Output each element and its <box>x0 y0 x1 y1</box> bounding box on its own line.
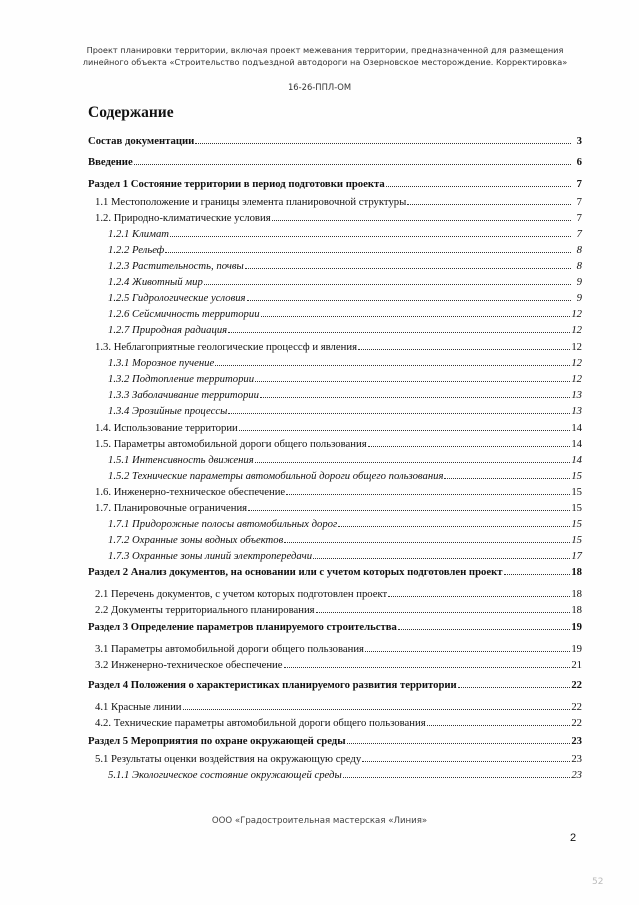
toc-subsection <box>95 421 582 437</box>
header-line-1: Проект планировки территории, включая проект межевания территории, предназначенной для размещения <box>86 45 564 55</box>
toc-entry-label: 1.3.1 Морозное пучение <box>108 357 215 369</box>
toc-section <box>88 134 582 150</box>
dot-leader <box>458 678 571 688</box>
toc-entry-page: 12 <box>571 308 582 320</box>
dot-leader <box>368 437 571 447</box>
toc-subsection <box>95 716 582 732</box>
toc-entry-label: 1.7.3 Охранные зоны линий электропередачи <box>108 550 313 562</box>
toc-entry-label: Раздел 1 Состояние территории в период подготовки проекта <box>88 178 385 190</box>
toc-entry-page: 18 <box>571 604 582 616</box>
toc-entry-label: 1.2.1 Климат <box>108 228 170 240</box>
toc-entry-page: 18 <box>571 566 582 578</box>
toc-subsubsection <box>108 372 582 388</box>
toc-subsubsection <box>108 453 582 469</box>
toc-section <box>88 155 582 171</box>
toc-subsubsection <box>108 768 582 784</box>
footer-organization: ООО «Градостроительная мастерская «Линия» <box>211 816 428 826</box>
toc-entry-page: 12 <box>571 373 582 385</box>
toc-subsubsection <box>108 517 582 533</box>
toc-subsection <box>95 485 582 501</box>
dot-leader <box>338 517 570 527</box>
dot-leader <box>407 195 571 205</box>
toc-entry-page: 23 <box>571 735 582 747</box>
toc-entry-page: 17 <box>571 550 582 562</box>
toc-entry-page: 21 <box>571 659 582 671</box>
dot-leader <box>215 356 570 366</box>
toc-entry-page: 7 <box>576 212 582 224</box>
toc-entry-label: 4.1 Красные линии <box>95 701 182 713</box>
dot-leader <box>343 768 571 778</box>
toc-entry-label: Состав документации <box>88 135 195 147</box>
dot-leader <box>245 259 571 269</box>
dot-leader <box>165 243 571 253</box>
toc-entry-label: 1.3.2 Подтопление территории <box>108 373 255 385</box>
toc-entry-label: 1.6. Инженерно-техническое обеспечение <box>95 486 286 498</box>
toc-subsection <box>95 752 582 768</box>
toc-subsubsection <box>108 469 582 485</box>
page-number: 2 <box>570 832 577 844</box>
dot-leader <box>260 388 570 398</box>
toc-entry-label: 3.1 Параметры автомобильной дороги общего пользования <box>95 643 364 655</box>
toc-entry-label: Раздел 3 Определение параметров планируемого строительства <box>88 621 397 633</box>
toc-entry-page: 12 <box>571 341 582 353</box>
toc-section <box>88 620 582 636</box>
toc-entry-page: 15 <box>571 502 582 514</box>
toc-entry-page: 15 <box>571 486 582 498</box>
dot-leader <box>255 372 570 382</box>
toc-entry-page: 22 <box>571 679 582 691</box>
toc-entry-page: 14 <box>571 422 582 434</box>
toc-entry-label: 1.2.5 Гидрологические условия <box>108 292 246 304</box>
toc-subsection <box>95 642 582 658</box>
toc-entry-label: Раздел 4 Положения о характеристиках планируемого развития территории <box>88 679 457 691</box>
dot-leader <box>358 340 570 350</box>
dot-leader <box>504 565 571 575</box>
toc-entry-page: 14 <box>571 454 582 466</box>
toc-subsubsection <box>108 275 582 291</box>
toc-entry-label: 1.2.2 Рельеф <box>108 244 165 256</box>
toc-subsection <box>95 195 582 211</box>
header-line-2: линейного объекта «Строительство подъездной автодороги на Озерновское месторождение. Корректировка» <box>82 57 568 67</box>
toc-entry-page: 18 <box>571 588 582 600</box>
toc-entry-page: 7 <box>576 178 582 190</box>
toc-entry-page: 7 <box>576 196 582 208</box>
dot-leader <box>398 620 570 630</box>
toc-entry-label: 5.1 Результаты оценки воздействия на окружающую среду <box>95 753 362 765</box>
toc-entry-page: 13 <box>571 405 582 417</box>
toc-entry-label: 1.7.1 Придорожные полосы автомобильных дорог <box>108 518 338 530</box>
toc-entry-label: 1.2.4 Животный мир <box>108 276 203 288</box>
dot-leader <box>204 275 571 285</box>
toc-entry-page: 19 <box>571 643 582 655</box>
toc-entry-label: 4.2. Технические параметры автомобильной дороги общего пользования <box>95 717 426 729</box>
dot-leader <box>284 533 570 543</box>
toc-entry-label: 2.2 Документы территориального планирования <box>95 604 315 616</box>
toc-subsubsection <box>108 259 582 275</box>
toc-entry-page: 12 <box>571 324 582 336</box>
toc-title: Содержание <box>88 104 174 121</box>
toc-entry-page: 14 <box>571 438 582 450</box>
toc-section <box>88 565 582 581</box>
toc-entry-label: 1.7. Планировочные ограничения <box>95 502 248 514</box>
dot-leader <box>239 421 571 431</box>
toc-subsubsection <box>108 388 582 404</box>
toc-entry-label: 1.4. Использование территории <box>95 422 238 434</box>
dot-leader <box>248 501 570 511</box>
toc-entry-label: 5.1.1 Экологическое состояние окружающей среды <box>108 769 342 781</box>
toc-entry-label: Раздел 2 Анализ документов, на основании или с учетом которых подготовлен проект <box>88 566 503 578</box>
toc-subsubsection <box>108 323 582 339</box>
toc-subsection <box>95 587 582 603</box>
dot-leader <box>388 587 570 597</box>
dot-leader <box>228 323 570 333</box>
toc-entry-page: 8 <box>576 244 582 256</box>
toc-entry-page: 15 <box>571 518 582 530</box>
toc-entry-page: 9 <box>576 276 582 288</box>
toc-entry-label: 1.3. Неблагоприятные геологические процессф и явления <box>95 341 357 353</box>
toc-subsection <box>95 340 582 356</box>
toc-subsubsection <box>108 356 582 372</box>
dot-leader <box>347 734 571 744</box>
dot-leader <box>228 404 570 414</box>
toc-entry-label: 1.7.2 Охранные зоны водных объектов <box>108 534 284 546</box>
toc-entry-label: 1.2.6 Сейсмичность территории <box>108 308 260 320</box>
toc-subsection <box>95 700 582 716</box>
toc-subsubsection <box>108 307 582 323</box>
dot-leader <box>444 469 570 479</box>
toc-entry-label: 1.5.1 Интенсивность движения <box>108 454 254 466</box>
toc-subsubsection <box>108 291 582 307</box>
toc-subsubsection <box>108 404 582 420</box>
toc-entry-page: 23 <box>571 753 582 765</box>
toc-subsection <box>95 658 582 674</box>
toc-subsection <box>95 211 582 227</box>
dot-leader <box>284 658 571 668</box>
dot-leader <box>261 307 571 317</box>
dot-leader <box>286 485 570 495</box>
toc-entry-page: 22 <box>571 701 582 713</box>
toc-entry-page: 3 <box>576 135 582 147</box>
toc-entry-label: 1.2.3 Растительность, почвы <box>108 260 244 272</box>
toc-subsection <box>95 603 582 619</box>
toc-entry-page: 9 <box>576 292 582 304</box>
toc-entry-page: 15 <box>571 534 582 546</box>
toc-subsubsection <box>108 227 582 243</box>
toc-entry-page: 15 <box>571 470 582 482</box>
toc-entry-page: 12 <box>571 357 582 369</box>
toc-subsubsection <box>108 243 582 259</box>
toc-entry-page: 6 <box>576 156 582 168</box>
dot-leader <box>255 453 571 463</box>
dot-leader <box>313 549 570 559</box>
toc-entry-page: 22 <box>571 717 582 729</box>
corner-watermark: 52 <box>592 877 604 887</box>
dot-leader <box>183 700 571 710</box>
dot-leader <box>362 752 570 762</box>
toc-subsubsection <box>108 549 582 565</box>
dot-leader <box>134 155 571 165</box>
toc-entry-page: 8 <box>576 260 582 272</box>
toc-entry-page: 7 <box>576 228 582 240</box>
toc-entry-label: 1.3.3 Заболачивание территории <box>108 389 259 401</box>
toc-section <box>88 177 582 193</box>
toc-entry-label: 1.5. Параметры автомобильной дороги общего пользования <box>95 438 367 450</box>
toc-subsection <box>95 437 582 453</box>
toc-subsubsection <box>108 533 582 549</box>
document-code: 16-26-ППЛ-ОМ <box>287 82 352 92</box>
dot-leader <box>316 603 571 613</box>
toc-entry-label: 2.1 Перечень документов, с учетом которых подготовлен проект <box>95 588 388 600</box>
dot-leader <box>247 291 571 301</box>
dot-leader <box>365 642 570 652</box>
toc-entry-label: 1.2.7 Природная радиация <box>108 324 228 336</box>
toc-entry-page: 19 <box>571 621 582 633</box>
toc-entry-label: 1.5.2 Технические параметры автомобильной дороги общего пользования <box>108 470 444 482</box>
dot-leader <box>272 211 571 221</box>
toc-entry-label: 1.3.4 Эрозийные процессы <box>108 405 228 417</box>
toc-entry-label: 1.1 Местоположение и границы элемента планировочной структуры <box>95 196 407 208</box>
toc-entry-label: Раздел 5 Мероприятия по охране окружающей среды <box>88 735 346 747</box>
toc-entry-page: 13 <box>571 389 582 401</box>
toc-entry-label: Введение <box>88 156 133 168</box>
dot-leader <box>427 716 571 726</box>
dot-leader <box>386 177 571 187</box>
toc-entry-page: 23 <box>571 769 582 781</box>
toc-section <box>88 678 582 694</box>
toc-section <box>88 734 582 750</box>
dot-leader <box>195 134 571 144</box>
toc-entry-label: 1.2. Природно-климатические условия <box>95 212 271 224</box>
dot-leader <box>170 227 571 237</box>
toc-subsection <box>95 501 582 517</box>
toc-entry-label: 3.2 Инженерно-техническое обеспечение <box>95 659 283 671</box>
